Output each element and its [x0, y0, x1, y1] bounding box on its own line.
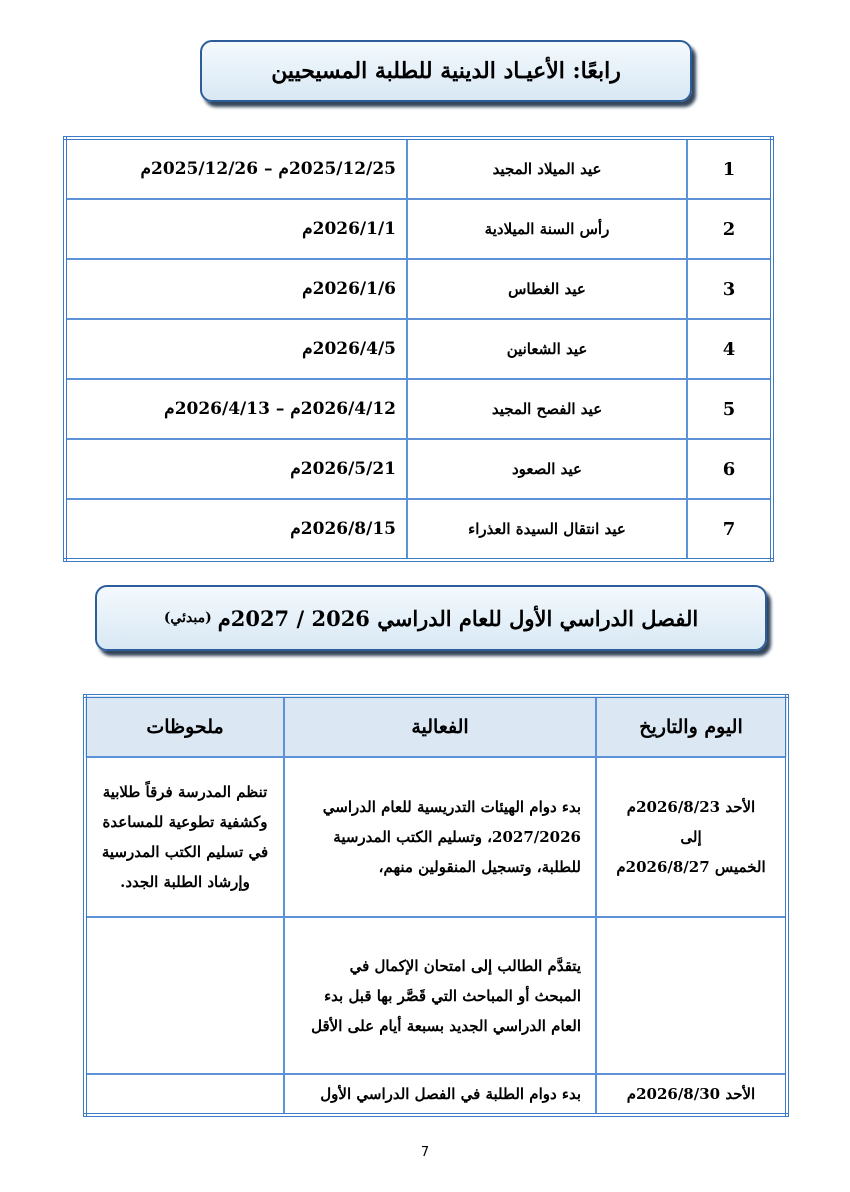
- activity-cell: يتقدَّم الطالب إلى امتحان الإكمال في المبحث أو المباحث التي قَصَّر بها قبل بدء العام الدراسي الجديد بسبعة أيام على الأقل: [284, 917, 596, 1074]
- table-row: [85, 757, 787, 917]
- date-cell: [596, 1074, 787, 1115]
- date-start: الأحد 2026/8/30م: [626, 1085, 756, 1103]
- holiday-name: عيد الفصح المجيد: [407, 379, 687, 439]
- holiday-date: 2025/12/25م – 2025/12/26م: [65, 138, 407, 199]
- date-to: إلى: [680, 828, 702, 846]
- table-row: [65, 379, 772, 439]
- holiday-name: عيد الغطاس: [407, 259, 687, 319]
- row-number: 6: [687, 439, 772, 499]
- row-number: 4: [687, 319, 772, 379]
- holiday-name: عيد الشعانين: [407, 319, 687, 379]
- holiday-date: 2026/8/15م: [65, 499, 407, 560]
- section-banner-semester: [95, 585, 767, 651]
- table-row: [65, 259, 772, 319]
- holiday-date: 2026/4/5م: [65, 319, 407, 379]
- holidays-table: [63, 136, 774, 562]
- holiday-name: عيد الميلاد المجيد: [407, 138, 687, 199]
- holiday-date: 2026/4/12م – 2026/4/13م: [65, 379, 407, 439]
- table-header-row: [85, 696, 787, 757]
- date-end: الخميس 2026/8/27م: [616, 858, 766, 876]
- notes-cell: تنظم المدرسة فرقاً طلابية وكشفية تطوعية للمساعدة في تسليم الكتب المدرسية وإرشاد الطلبة الجدد.: [85, 757, 284, 917]
- table-row: [85, 917, 787, 1074]
- holiday-name: عيد الصعود: [407, 439, 687, 499]
- semester-note: (مبدئي): [163, 610, 212, 626]
- table-row: [65, 199, 772, 259]
- holiday-date: 2026/5/21م: [65, 439, 407, 499]
- row-number: 2: [687, 199, 772, 259]
- date-cell: [596, 917, 787, 1074]
- table-row: [65, 319, 772, 379]
- section-banner-christian-holidays: [200, 40, 692, 102]
- activity-cell: بدء دوام الطلبة في الفصل الدراسي الأول: [284, 1074, 596, 1115]
- date-start: الأحد 2026/8/23م: [626, 798, 756, 816]
- table-row: [65, 138, 772, 199]
- header-notes: ملحوظات: [85, 696, 284, 757]
- holiday-date: 2026/1/1م: [65, 199, 407, 259]
- date-cell: [596, 757, 787, 917]
- row-number: 3: [687, 259, 772, 319]
- notes-cell: [85, 917, 284, 1074]
- page-number: 7: [420, 1145, 430, 1160]
- row-number: 5: [687, 379, 772, 439]
- holiday-name: رأس السنة الميلادية: [407, 199, 687, 259]
- holiday-date: 2026/1/6م: [65, 259, 407, 319]
- holiday-name: عيد انتقال السيدة العذراء: [407, 499, 687, 560]
- row-number: 7: [687, 499, 772, 560]
- semester-table: [83, 694, 789, 1117]
- header-date: اليوم والتاريخ: [596, 696, 787, 757]
- table-row: [65, 439, 772, 499]
- table-row: [65, 499, 772, 560]
- semester-title: الفصل الدراسي الأول للعام الدراسي 2026 / 2027م: [217, 605, 699, 631]
- table-row: [85, 1074, 787, 1115]
- notes-cell: [85, 1074, 284, 1115]
- header-activity: الفعالية: [284, 696, 596, 757]
- activity-cell: بدء دوام الهيئات التدريسية للعام الدراسي 2027/2026، وتسليم الكتب المدرسية للطلبة، وتسجيل المنقولين منهم،: [284, 757, 596, 917]
- row-number: 1: [687, 138, 772, 199]
- section-title: رابعًا: الأعيـاد الدينية للطلبة المسيحيين: [271, 58, 621, 84]
